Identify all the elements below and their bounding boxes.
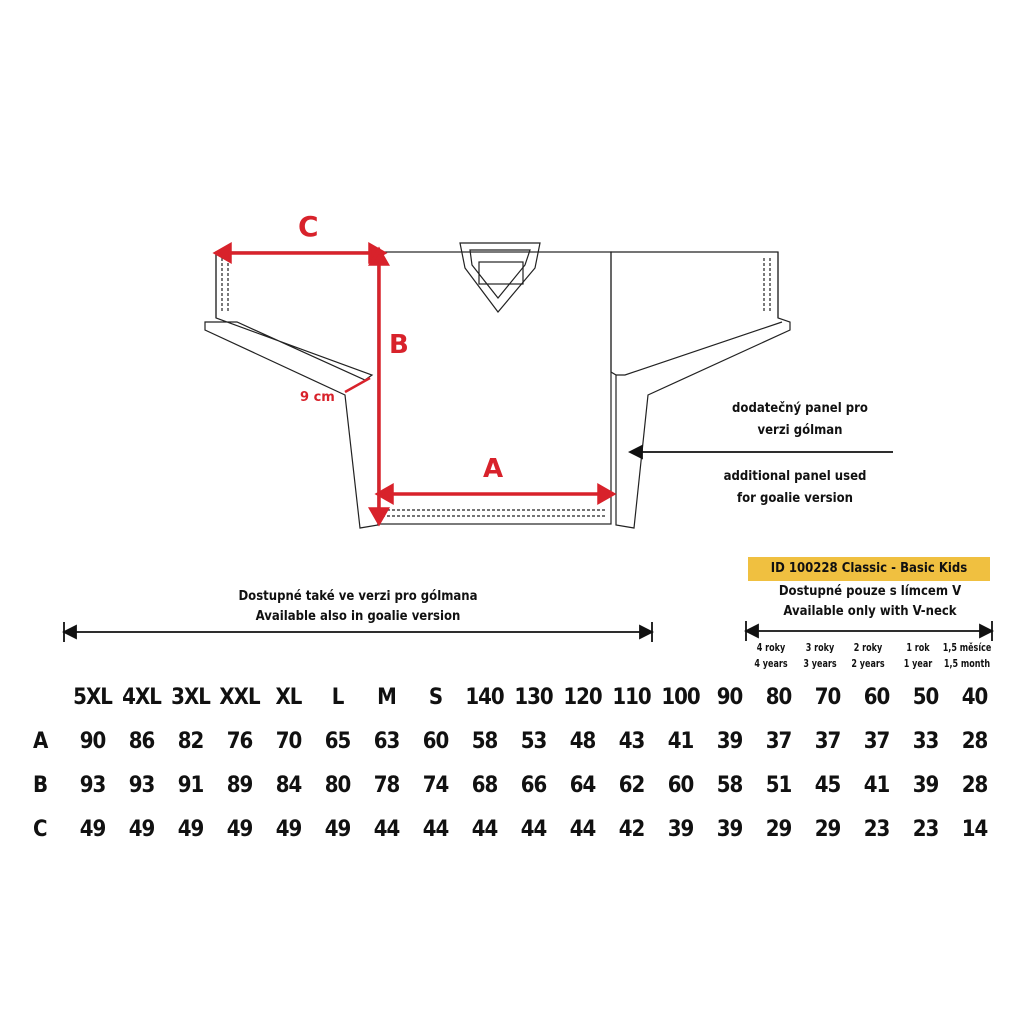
measure-9cm-line [345,378,370,392]
value-cell: 39 [716,816,743,842]
measure-row-c [25,807,999,851]
row-label: C [33,816,47,842]
value-cell: 84 [275,772,302,798]
value-cell: 37 [814,728,841,754]
value-cell: 37 [863,728,890,754]
v-neck-collar [460,243,540,312]
size-cell: 50 [912,684,939,710]
size-cell: 40 [961,684,988,710]
value-cell: 63 [373,728,400,754]
value-cell: 28 [961,728,988,754]
value-cell: 91 [177,772,204,798]
value-cell: 49 [128,816,155,842]
value-cell: 80 [324,772,351,798]
value-cell: 93 [128,772,155,798]
panel-note-en: additional panel used for goalie version [723,469,867,506]
size-header-row [25,675,999,719]
value-cell: 29 [814,816,841,842]
size-cell: L [331,684,344,710]
size-cell: 110 [612,684,651,710]
value-cell: 23 [912,816,939,842]
value-cell: 51 [765,772,792,798]
size-cell: 3XL [171,684,210,710]
label-9cm: 9 cm [300,390,335,405]
size-cell: 70 [814,684,841,710]
value-cell: 82 [177,728,204,754]
value-cell: 76 [226,728,253,754]
goalie-range-note: Dostupné také ve verzi pro gólmana Available also in goalie version [238,589,478,624]
value-cell: 53 [520,728,547,754]
value-cell: 33 [912,728,939,754]
label-c: C [298,210,319,243]
size-cell: 100 [661,684,700,710]
value-cell: 89 [226,772,253,798]
value-cell: 60 [422,728,449,754]
size-cell: 90 [716,684,743,710]
value-cell: 78 [373,772,400,798]
size-cell: 4XL [122,684,161,710]
size-cell: 60 [863,684,890,710]
size-cell: XL [275,684,302,710]
value-cell: 49 [177,816,204,842]
age-label: 1,5 měsíce 1,5 month [942,642,992,670]
age-label: 3 roky 3 years [803,642,837,670]
value-cell: 48 [569,728,596,754]
label-a: A [483,454,504,484]
size-cell: S [428,684,443,710]
size-cell: 80 [765,684,792,710]
value-cell: 90 [79,728,106,754]
value-cell: 49 [79,816,106,842]
value-cell: 29 [765,816,792,842]
value-cell: 23 [863,816,890,842]
measure-row-a [25,719,999,763]
value-cell: 44 [471,816,498,842]
value-cell: 14 [961,816,988,842]
value-cell: 28 [961,772,988,798]
row-label: B [33,772,48,798]
value-cell: 49 [226,816,253,842]
age-label: 4 roky 4 years [754,642,788,670]
size-cell: 5XL [73,684,112,710]
size-cell: 140 [465,684,504,710]
value-cell: 43 [618,728,645,754]
value-cell: 49 [324,816,351,842]
panel-note-cz: dodatečný panel pro verzi gólman [732,401,868,438]
row-label: A [33,728,48,754]
label-b: B [389,330,409,360]
value-cell: 42 [618,816,645,842]
kids-product-badge: ID 100228 Classic - Basic Kids [748,557,990,581]
value-cell: 41 [863,772,890,798]
size-cell: XXL [219,684,260,710]
value-cell: 45 [814,772,841,798]
value-cell: 70 [275,728,302,754]
value-cell: 39 [912,772,939,798]
value-cell: 39 [716,728,743,754]
value-cell: 44 [422,816,449,842]
value-cell: 65 [324,728,351,754]
measure-row-b [25,763,999,807]
value-cell: 60 [667,772,694,798]
value-cell: 68 [471,772,498,798]
size-cell: M [377,684,396,710]
value-cell: 44 [520,816,547,842]
value-cell: 44 [373,816,400,842]
value-cell: 39 [667,816,694,842]
value-cell: 62 [618,772,645,798]
value-cell: 58 [471,728,498,754]
value-cell: 37 [765,728,792,754]
value-cell: 86 [128,728,155,754]
age-label: 1 rok 1 year [903,642,933,670]
size-cell: 130 [514,684,553,710]
value-cell: 58 [716,772,743,798]
value-cell: 93 [79,772,106,798]
value-cell: 74 [422,772,449,798]
size-table [25,675,999,851]
value-cell: 41 [667,728,694,754]
size-cell: 120 [563,684,602,710]
left-sleeve [205,252,378,528]
value-cell: 66 [520,772,547,798]
value-cell: 49 [275,816,302,842]
age-label: 2 roky 2 years [851,642,885,670]
kids-range-note: Dostupné pouze s límcem V Available only with V-neck [778,584,962,619]
value-cell: 44 [569,816,596,842]
value-cell: 64 [569,772,596,798]
